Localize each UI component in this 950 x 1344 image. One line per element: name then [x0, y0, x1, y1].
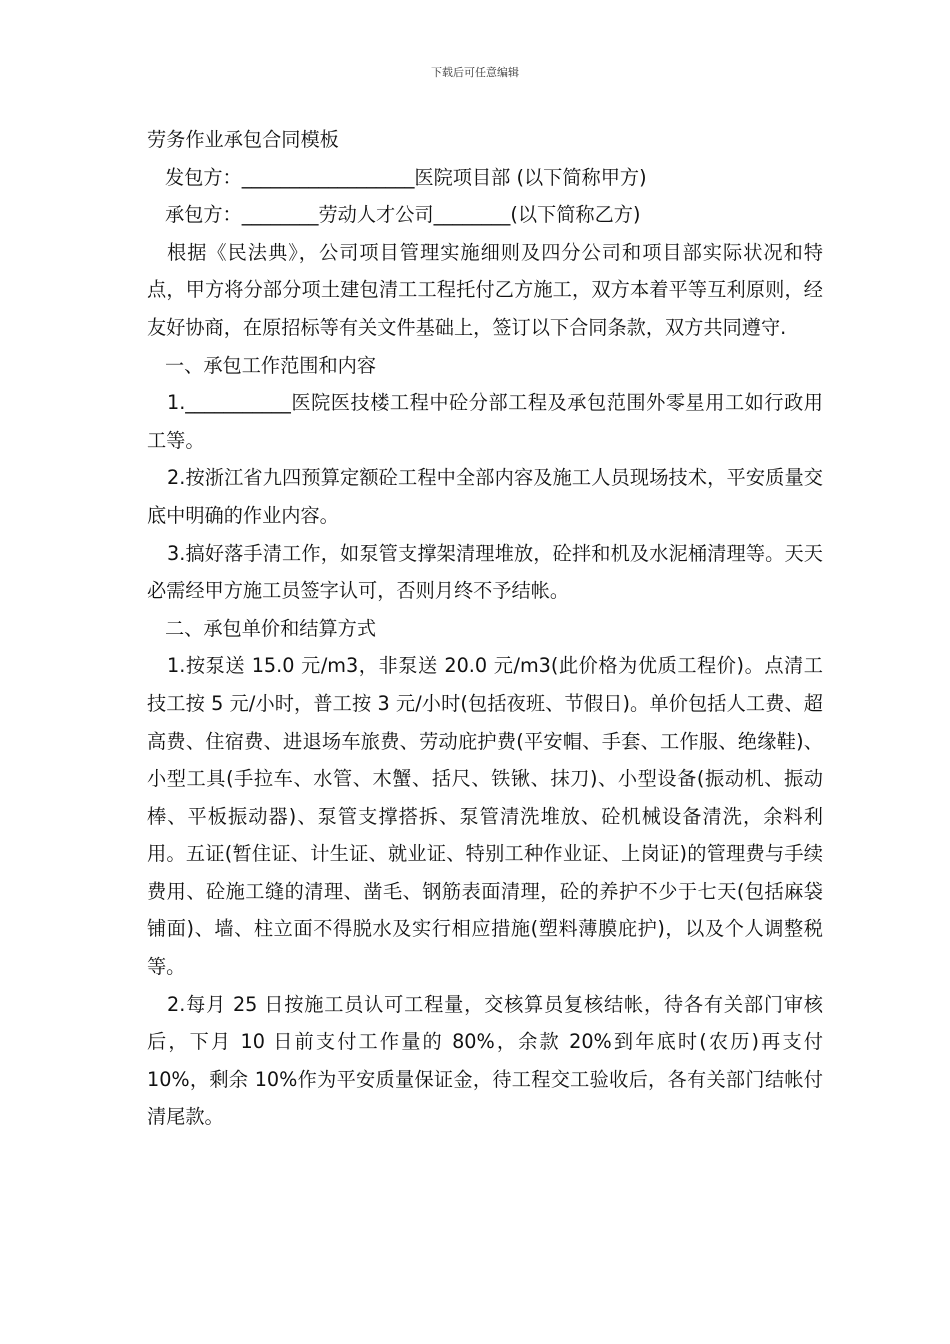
section-2-heading: 二、承包单价和结算方式 — [165, 616, 377, 640]
section-1-item-1: 1.___________医院医技楼工程中砼分部工程及承包范围外零星用工如行政用工等。 — [147, 391, 823, 452]
section-2-item-2: 2.每月 25 日按施工员认可工程量，交核算员复核结帐，待各有关部门审核后，下月 10 日前支付工作量的 80%，余款 20%到年底时(农历)再支付 10%，剩余 10%作为平安质量保证金，待工程交工验收后，各有关部门结帐付清尾款。 — [147, 992, 823, 1129]
intro-paragraph: 根据《民法典》，公司项目管理实施细则及四分公司和项目部实际状况和特点，甲方将分部分项土建包清工工程托付乙方施工，双方本着平等互利原则，经友好协商，在原招标等有关文件基础上，签订以下合同条款，双方共同遵守. — [147, 240, 823, 339]
party-a-line: 发包方：__________________医院项目部 (以下简称甲方) — [165, 165, 647, 189]
page-header: 下载后可任意编辑 — [431, 66, 519, 79]
section-2-item-1: 1.按泵送 15.0 元/m3，非泵送 20.0 元/m3(此价格为优质工程价)。点清工技工按 5 元/小时，普工按 3 元/小时(包括夜班、节假日)。单价包括人工费、超高费、住宿费、进退场车旅费、劳动庇护费(平安帽、手套、工作服、绝缘鞋)、小型工具(手拉车、水管、木蟹、括尺、铁锹、抹刀)、小型设备(振动机、振动棒、平板振动器)、泵管支撑搭拆、泵管清洗堆放、砼机械设备清洗，余料利用。五证(暂住证、计生证、就业证、特别工种作业证、上岗证)的管理费与手续费用、砼施工缝的清理、凿毛、钢筋表面清理，砼的养护不少于七天(包括麻袋铺面)、墙、柱立面不得脱水及实行相应措施(塑料薄膜庇护)，以及个人调整税等。 — [147, 654, 823, 979]
document-body — [147, 121, 823, 1136]
section-1-item-2: 2.按浙江省九四预算定额砼工程中全部内容及施工人员现场技术，平安质量交底中明确的作业内容。 — [147, 466, 823, 527]
section-1-item-3: 3.搞好落手清工作，如泵管支撑架清理堆放，砼拌和机及水泥桶清理等。天天必需经甲方施工员签字认可，否则月终不予结帐。 — [147, 541, 823, 603]
party-b-line: 承包方：________劳动人才公司________(以下简称乙方) — [165, 203, 641, 227]
document-title: 劳务作业承包合同模板 — [147, 128, 339, 151]
section-1-heading: 一、承包工作范围和内容 — [165, 353, 377, 377]
